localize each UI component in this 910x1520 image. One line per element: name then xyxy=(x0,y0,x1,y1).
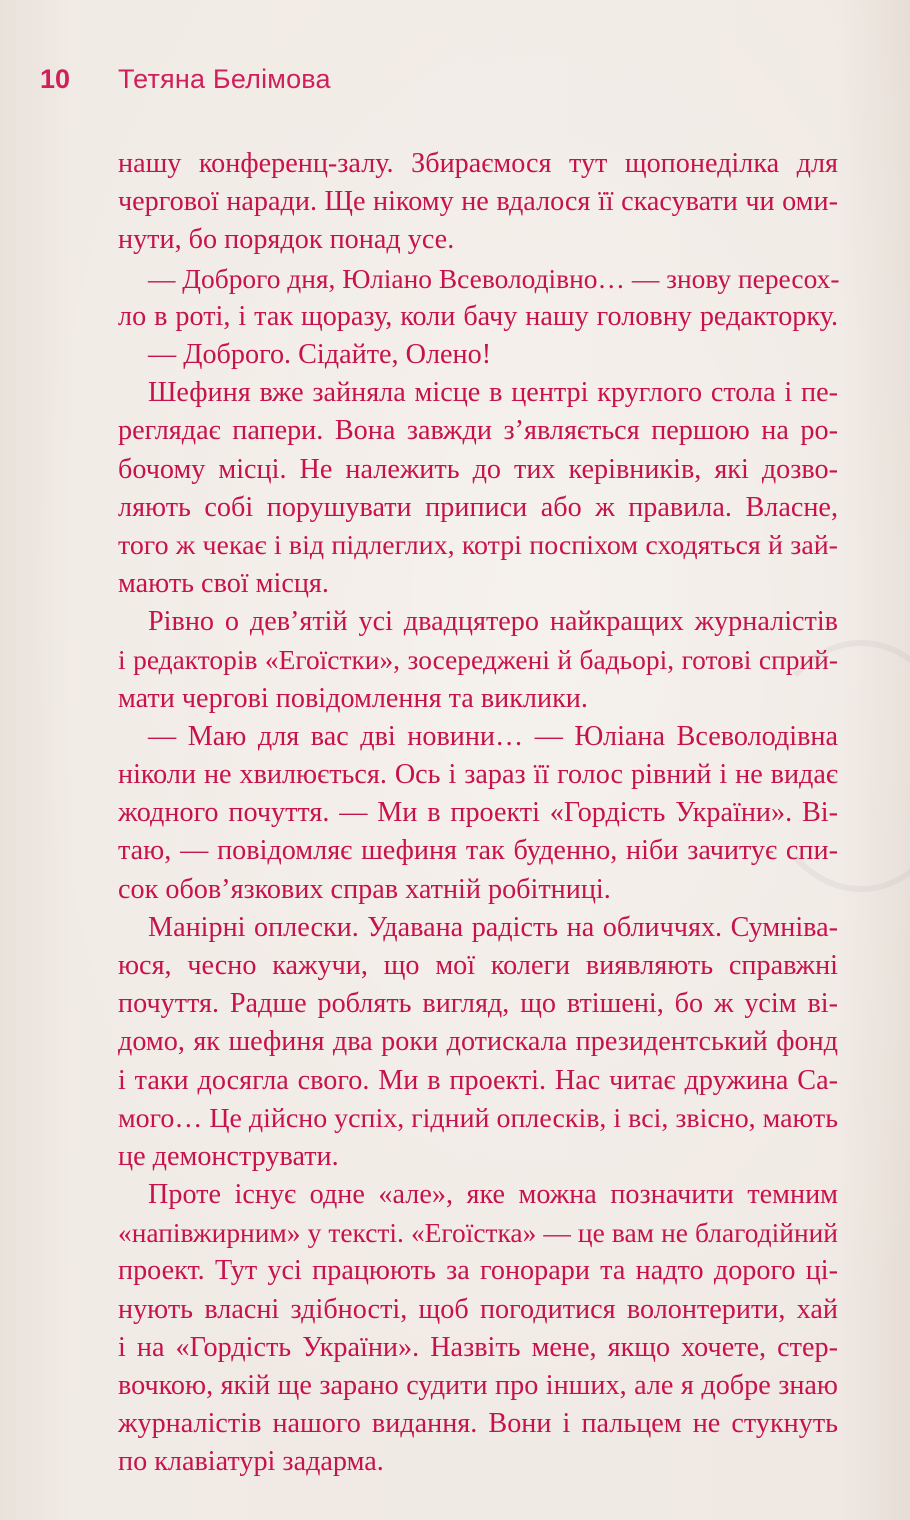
text-line: юся, чесно кажучи, що мої колеги виявляють справжні xyxy=(118,949,838,981)
text-line: «напівжирним» у тексті. «Егоїстка» — це вам не благодійний xyxy=(118,1218,838,1249)
text-line: почуття. Радше роблять вигляд, що втішені, бо ж усім ві- xyxy=(118,988,838,1020)
running-head-author: Тетяна Белімова xyxy=(118,64,331,94)
text-line: — Доброго дня, Юліано Всеволодівно… — знову пересох- xyxy=(148,263,840,294)
text-line: ло в роті, і так щоразу, коли бачу нашу головну редакторку. xyxy=(118,300,838,332)
page-number: 10 xyxy=(40,64,71,94)
text-line: і редакторів «Егоїстки», зосереджені й бадьорі, готові сприй- xyxy=(118,645,838,676)
text-line: — Маю для вас дві новини… — Юліана Всеволодівна xyxy=(148,720,838,752)
text-line: чергової наради. Ще нікому не вдалося її скасувати чи оми- xyxy=(118,186,838,218)
text-line: бочому місці. Не належить до тих керівників, які дозво- xyxy=(118,453,838,485)
text-line: ляють собі порушувати приписи або ж правила. Власне, xyxy=(118,491,838,523)
text-line: мають свої місця. xyxy=(118,568,329,600)
page-header xyxy=(40,64,331,98)
text-line: нути, бо порядок понад усе. xyxy=(118,224,455,256)
text-line: Рівно о дев’ятій усі двадцятеро найкращих журналістів xyxy=(148,606,838,638)
text-line: Шефиня вже зайняла місце в центрі круглого стола і пе- xyxy=(148,377,838,409)
text-line: мого… Це дійсно успіх, гідний оплесків, і всі, звісно, мають xyxy=(118,1102,838,1134)
text-line: таю, — повідомляє шефиня так буденно, ніби зачитує спи- xyxy=(118,835,838,867)
text-line: нують власні здібності, щоб погодитися волонтерити, хай xyxy=(118,1293,838,1325)
text-line: по клавіатурі задарма. xyxy=(118,1446,384,1478)
text-line: Проте існує одне «але», яке можна позначити темним xyxy=(148,1179,838,1211)
body-text xyxy=(118,145,838,1482)
text-line: того ж чекає і від підлеглих, котрі поспіхом сходяться й зай- xyxy=(118,529,838,561)
text-line: домо, як шефиня два роки дотискала президентський фонд xyxy=(118,1026,838,1058)
text-line: жодного почуття. — Ми в проекті «Гордість України». Ві- xyxy=(118,797,838,829)
text-line: вочкою, якій ще зарано судити про інших, але я добре знаю xyxy=(118,1370,838,1401)
text-line: Манірні оплески. Удавана радість на обличчях. Сумніва- xyxy=(148,911,838,943)
text-line: це демонструвати. xyxy=(118,1140,339,1172)
text-line: і на «Гордість України». Назвіть мене, якщо хочете, стер- xyxy=(118,1331,838,1363)
text-line: — Доброго. Сідайте, Олено! xyxy=(148,338,492,370)
text-line: журналістів нашого видання. Вони і пальцем не стукнуть xyxy=(118,1408,838,1440)
text-line: мати чергові повідомлення та виклики. xyxy=(118,682,588,714)
text-line: нашу конференц-залу. Збираємося тут щопонеділка для xyxy=(118,148,838,179)
text-line: і таки досягла свого. Ми в проекті. Нас читає дружина Са- xyxy=(118,1064,838,1096)
text-line: проект. Тут усі працюють за гонорари та надто дорого ці- xyxy=(118,1255,838,1287)
text-line: реглядає папери. Вона завжди з’являється першою на ро- xyxy=(118,415,838,447)
text-line: ніколи не хвилюється. Ось і зараз її голос рівний і не видає xyxy=(118,759,838,790)
text-line: сок обов’язкових справ хатній робітниці. xyxy=(118,873,611,905)
